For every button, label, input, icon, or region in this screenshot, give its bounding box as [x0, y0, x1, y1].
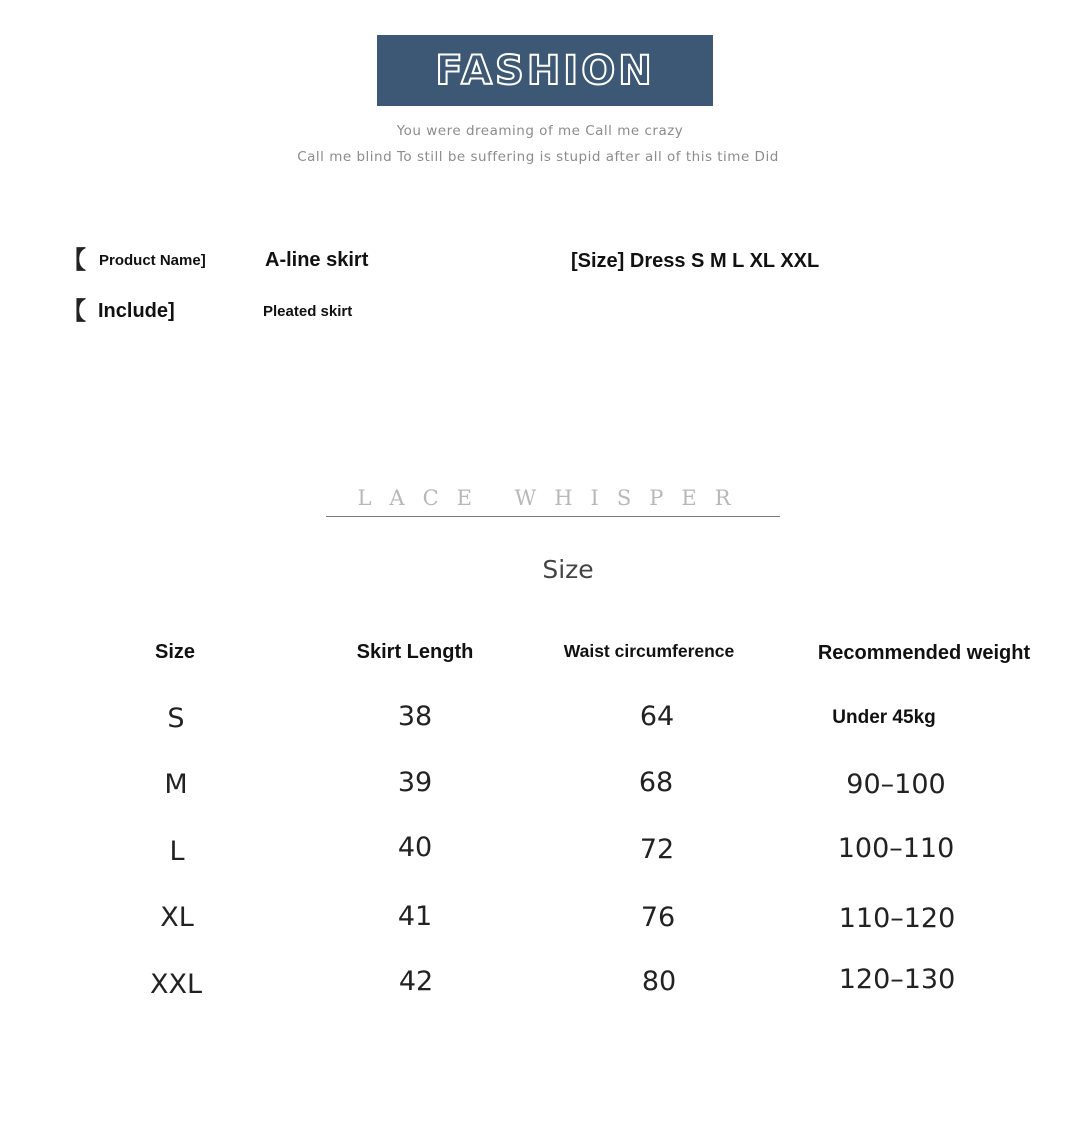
include-value: Pleated skirt — [263, 303, 353, 320]
cell-skirt-length: 39 — [397, 767, 433, 798]
size-section-title: Size — [542, 555, 594, 584]
cell-weight: Under 45kg — [832, 707, 936, 728]
cell-skirt-length: 42 — [398, 966, 434, 997]
cell-waist: 80 — [641, 966, 677, 997]
cell-skirt-length: 38 — [397, 701, 433, 732]
cell-size: M — [164, 769, 188, 800]
product-name-value: A-line skirt — [265, 249, 369, 271]
header-waist-circumference: Waist circumference — [563, 641, 735, 661]
header-size: Size — [154, 641, 196, 663]
cell-waist: 76 — [640, 902, 676, 933]
cell-skirt-length: 40 — [397, 832, 433, 863]
banner-title: FASHION — [435, 47, 655, 94]
brand-heading: LACE WHISPER — [357, 486, 749, 510]
cell-size: XL — [160, 902, 194, 933]
cell-size: L — [169, 836, 185, 867]
header-skirt-length: Skirt Length — [356, 641, 474, 663]
tagline-line-2: Call me blind To still be suffering is stupid after all of this time Did — [297, 149, 779, 165]
cell-weight: 120–130 — [838, 964, 956, 995]
cell-weight: 100–110 — [837, 833, 955, 864]
cell-size: XXL — [149, 969, 203, 1000]
include-label: Include] — [98, 300, 175, 322]
cell-waist: 64 — [639, 701, 675, 732]
product-name-label: Product Name] — [99, 252, 206, 269]
fashion-banner — [377, 35, 713, 106]
size-options-text: [Size] Dress S M L XL XXL — [571, 250, 820, 272]
cell-waist: 68 — [638, 767, 674, 798]
cell-size: S — [167, 703, 185, 734]
tagline-line-1: You were dreaming of me Call me crazy — [396, 123, 684, 139]
bracket-include: 【 — [62, 298, 86, 325]
heading-divider — [326, 516, 780, 517]
cell-weight: 90–100 — [846, 769, 946, 800]
header-recommended-weight: Recommended weight — [817, 642, 1031, 664]
cell-weight: 110–120 — [838, 903, 956, 934]
cell-skirt-length: 41 — [397, 901, 433, 932]
bracket-product-name: 【 — [62, 247, 86, 274]
cell-waist: 72 — [639, 834, 675, 865]
